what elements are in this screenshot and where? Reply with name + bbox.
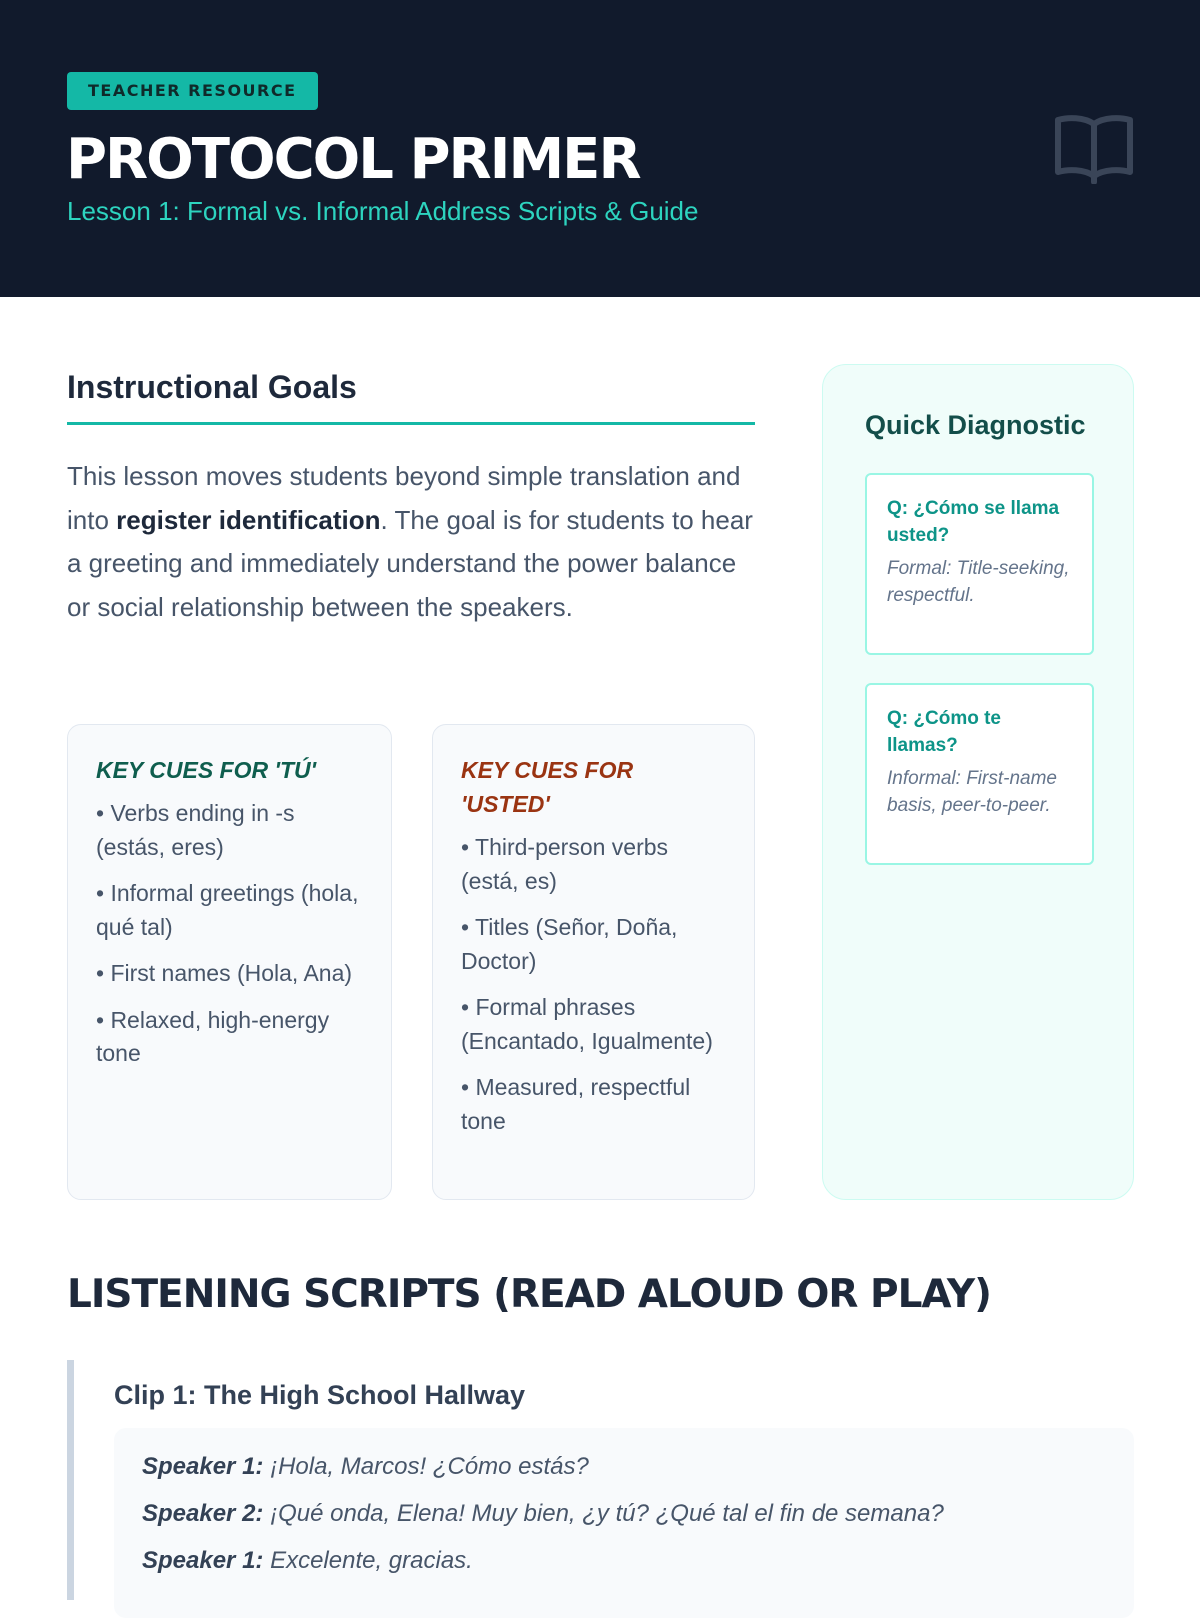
script-line xyxy=(142,1499,1106,1529)
diagnostic-card xyxy=(865,683,1094,865)
diagnostic-question: Q: ¿Cómo se llama usted? xyxy=(887,498,1060,546)
list-item: • Formal phrases (Encantado, Igualmente) xyxy=(461,994,713,1054)
script-line xyxy=(142,1546,1106,1576)
clip-title: Clip 1: The High School Hallway xyxy=(114,1380,526,1410)
list-item: • Third-person verbs (está, es) xyxy=(461,834,669,894)
goals-divider xyxy=(67,422,755,425)
list-item: • Titles (Señor, Doña, Doctor) xyxy=(461,914,678,974)
goals-heading: Instructional Goals xyxy=(67,369,357,405)
speaker-label: Speaker 2: xyxy=(142,1500,264,1527)
usted-cues-card xyxy=(432,724,755,1200)
page-title: PROTOCOL PRIMER xyxy=(66,127,640,192)
script-box xyxy=(114,1428,1134,1618)
speaker-label: Speaker 1: xyxy=(142,1547,264,1574)
usted-cues-title: KEY CUES FOR 'USTED' xyxy=(461,757,634,817)
speaker-text: ¡Hola, Marcos! ¿Cómo estás? xyxy=(263,1453,589,1480)
list-item: • Measured, respectful tone xyxy=(461,1074,691,1134)
list-item: • First names (Hola, Ana) xyxy=(96,960,353,986)
diagnostic-title: Quick Diagnostic xyxy=(865,410,1086,440)
clip-accent-bar xyxy=(67,1360,74,1600)
diagnostic-card xyxy=(865,473,1094,655)
goals-text-bold: register identification xyxy=(116,504,381,535)
quick-diagnostic-panel xyxy=(822,364,1134,1200)
list-item: • Relaxed, high-energy tone xyxy=(96,1006,330,1066)
resource-badge: TEACHER RESOURCE xyxy=(67,72,318,110)
goals-text-before: This lesson moves students beyond simple translation and into xyxy=(67,461,741,535)
list-item: • Informal greetings (hola, qué tal) xyxy=(96,880,359,940)
goals-text-after: . The goal is for students to hear a greeting and immediately understand the power balance or social relationship between the speakers. xyxy=(67,504,753,622)
speaker-label: Speaker 1: xyxy=(142,1453,264,1480)
speaker-text: Excelente, gracias. xyxy=(263,1547,473,1574)
speaker-text: ¡Qué onda, Elena! Muy bien, ¿y tú? ¿Qué tal el fin de semana? xyxy=(263,1500,944,1527)
goals-paragraph xyxy=(67,455,755,629)
page-subtitle: Lesson 1: Formal vs. Informal Address Scripts & Guide xyxy=(67,196,699,226)
diagnostic-answer: Informal: First-name basis, peer-to-peer. xyxy=(887,768,1057,816)
usted-cues-list xyxy=(461,831,726,1138)
diagnostic-question: Q: ¿Cómo te llamas? xyxy=(887,708,1001,756)
diagnostic-answer: Formal: Title-seeking, respectful. xyxy=(887,558,1070,606)
tu-cues-card xyxy=(67,724,392,1200)
list-item: • Verbs ending in -s (estás, eres) xyxy=(96,800,295,860)
tu-cues-list xyxy=(96,797,363,1071)
scripts-heading: LISTENING SCRIPTS (READ ALOUD OR PLAY) xyxy=(67,1272,991,1317)
tu-cues-title: KEY CUES FOR 'TÚ' xyxy=(96,757,317,783)
open-book-icon xyxy=(1054,112,1134,184)
page-header xyxy=(0,0,1200,297)
script-line xyxy=(142,1452,1106,1482)
